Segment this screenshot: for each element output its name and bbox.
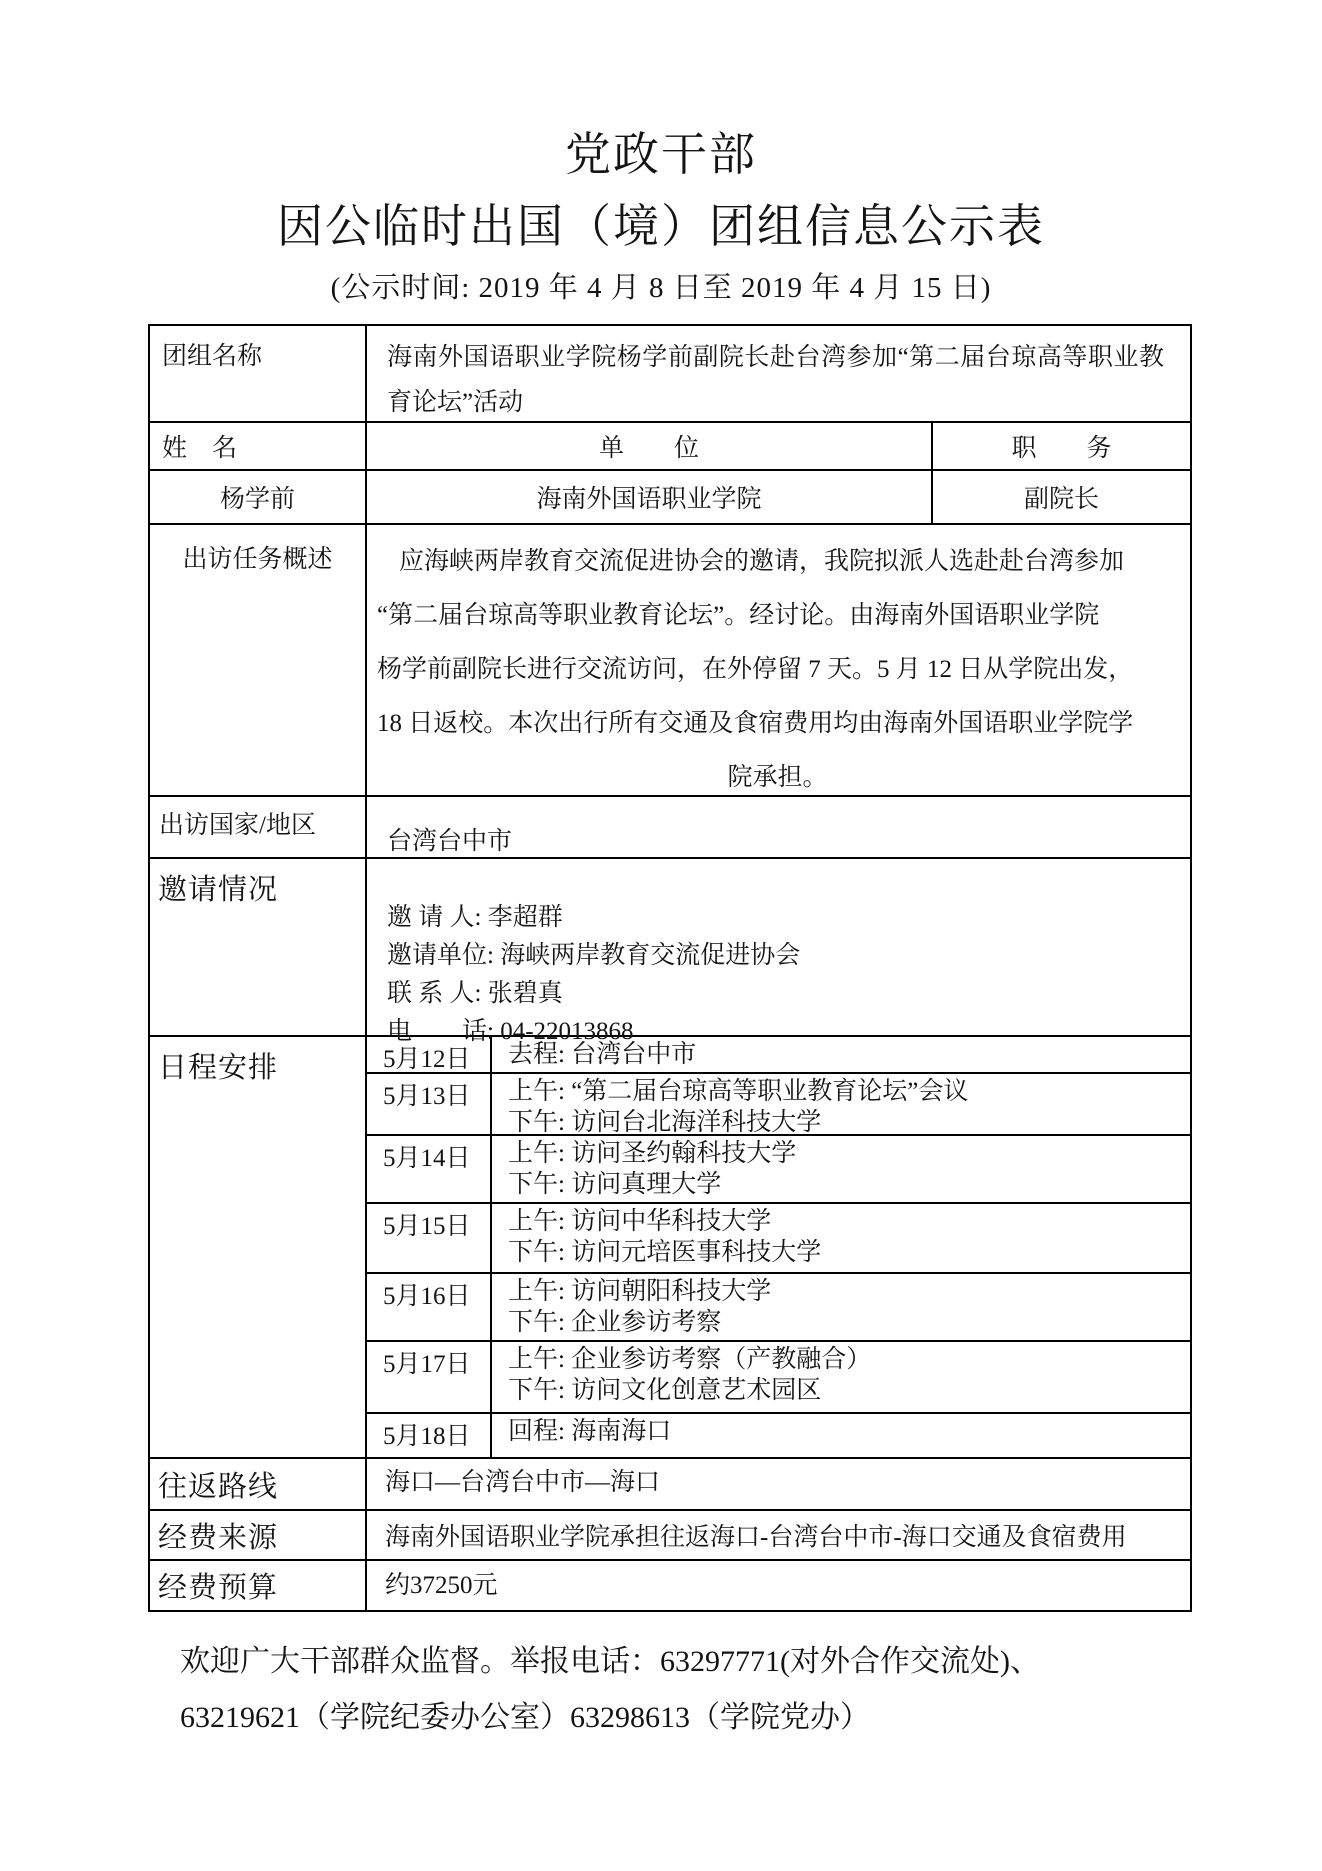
schedule-activity: 去程: 台湾台中市 (508, 1041, 697, 1068)
destination-value: 台湾台中市 (387, 828, 513, 855)
schedule-row (367, 1037, 1190, 1072)
mission-label: 出访任务概述 (150, 525, 367, 795)
schedule-date: 5月18日 (367, 1414, 492, 1457)
footer-line-2: 63219621（学院纪委办公室）63298613（学院党办） (180, 1701, 870, 1734)
funding-source-value: 海南外国语职业学院承担往返海口-台湾台中市-海口交通及食宿费用 (385, 1524, 1127, 1551)
schedule-activities (492, 1414, 1190, 1457)
schedule-activity: 上午: “第二届台琼高等职业教育论坛”会议 (508, 1078, 969, 1105)
header-unit: 单 位 (367, 423, 933, 469)
schedule-activity: 回程: 海南海口 (508, 1418, 672, 1445)
title-line-2: 因公临时出国（境）团组信息公示表 (277, 201, 1045, 252)
invitation-inviter: 邀 请 人: 李超群 (387, 904, 563, 931)
mission-line: 杨学前副院长进行交流访问，在外停留 7 天。5 月 12 日从学院出发， (377, 656, 1134, 683)
funding-source-label: 经费来源 (150, 1511, 367, 1559)
table-row-group-name (150, 326, 1190, 421)
route-value: 海口—台湾台中市—海口 (385, 1469, 661, 1496)
group-name-label: 团组名称 (150, 326, 367, 421)
schedule-activity: 下午: 访问真理大学 (508, 1171, 722, 1198)
schedule-date: 5月13日 (367, 1074, 492, 1134)
schedule-activity: 上午: 企业参访考察（产教融合） (508, 1346, 872, 1373)
schedule-label: 日程安排 (150, 1037, 367, 1457)
destination-label: 出访国家/地区 (150, 797, 367, 857)
member-name: 杨学前 (150, 471, 367, 523)
table-row-invitation (150, 857, 1190, 1045)
mission-line: 应海峡两岸教育交流促进协会的邀请，我院拟派人选赴赴台湾参加 (399, 548, 1125, 575)
schedule-row (367, 1072, 1190, 1134)
schedule-activity: 上午: 访问朝阳科技大学 (508, 1278, 772, 1305)
table-row-budget (150, 1559, 1190, 1610)
schedule-date: 5月12日 (367, 1037, 492, 1072)
schedule-activity: 上午: 访问圣约翰科技大学 (508, 1140, 797, 1167)
invitation-details (367, 859, 1190, 1045)
schedule-activity: 下午: 访问元培医事科技大学 (508, 1239, 822, 1266)
schedule-date: 5月16日 (367, 1274, 492, 1340)
trip-info-table (148, 324, 1192, 1612)
mission-line: 院承担。 (727, 764, 828, 791)
schedule-subtable (367, 1037, 1190, 1457)
table-row-schedule (150, 1035, 1190, 1457)
invitation-phone: 电 话: 04-22013868 (387, 1018, 634, 1045)
document-header (0, 0, 1322, 308)
table-row-member (150, 469, 1190, 523)
table-row-destination (150, 795, 1190, 857)
table-row-mission (150, 523, 1190, 795)
schedule-row (367, 1412, 1190, 1457)
schedule-row (367, 1272, 1190, 1340)
invitation-label: 邀请情况 (150, 859, 367, 1035)
schedule-activities (492, 1037, 1190, 1072)
schedule-activity: 下午: 访问台北海洋科技大学 (508, 1109, 822, 1136)
title-line-1: 党政干部 (565, 129, 757, 180)
schedule-activities (492, 1274, 1190, 1340)
table-row-members-header (150, 421, 1190, 469)
header-position: 职 务 (1011, 435, 1112, 462)
schedule-row (367, 1202, 1190, 1272)
mission-text (367, 525, 1190, 795)
header-name: 姓 名 (150, 423, 367, 469)
member-position: 副院长 (1023, 486, 1099, 513)
schedule-activities (492, 1136, 1190, 1202)
schedule-activity: 下午: 访问文化创意艺术园区 (508, 1377, 822, 1404)
budget-label: 经费预算 (150, 1561, 367, 1610)
table-row-route (150, 1457, 1190, 1509)
invitation-contact: 联 系 人: 张碧真 (387, 980, 563, 1007)
schedule-activities (492, 1074, 1190, 1134)
schedule-date: 5月15日 (367, 1204, 492, 1272)
invitation-unit: 邀请单位: 海峡两岸教育交流促进协会 (387, 942, 801, 969)
route-label: 往返路线 (150, 1459, 367, 1509)
supervision-footer (180, 1634, 1190, 1746)
schedule-activities (492, 1342, 1190, 1412)
schedule-row (367, 1340, 1190, 1412)
budget-value: 约37250元 (385, 1572, 498, 1599)
schedule-row (367, 1134, 1190, 1202)
schedule-date: 5月14日 (367, 1136, 492, 1202)
schedule-activity: 下午: 企业参访考察 (508, 1309, 722, 1336)
schedule-date: 5月17日 (367, 1342, 492, 1412)
member-unit: 海南外国语职业学院 (367, 471, 933, 523)
footer-line-1: 欢迎广大干部群众监督。举报电话：63297771(对外合作交流处)、 (180, 1645, 1040, 1678)
schedule-activity: 上午: 访问中华科技大学 (508, 1208, 772, 1235)
table-row-funding-source (150, 1509, 1190, 1559)
publicity-period: (公示时间: 2019 年 4 月 8 日至 2019 年 4 月 15 日) (330, 272, 992, 304)
schedule-activities (492, 1204, 1190, 1272)
mission-line: 18 日返校。本次出行所有交通及食宿费用均由海南外国语职业学院学 (377, 710, 1134, 737)
mission-line: “第二届台琼高等职业教育论坛”。经讨论。由海南外国语职业学院 (377, 602, 1100, 629)
group-name-value: 海南外国语职业学院杨学前副院长赴台湾参加“第二届台琼高等职业教育论坛”活动 (387, 344, 1164, 416)
